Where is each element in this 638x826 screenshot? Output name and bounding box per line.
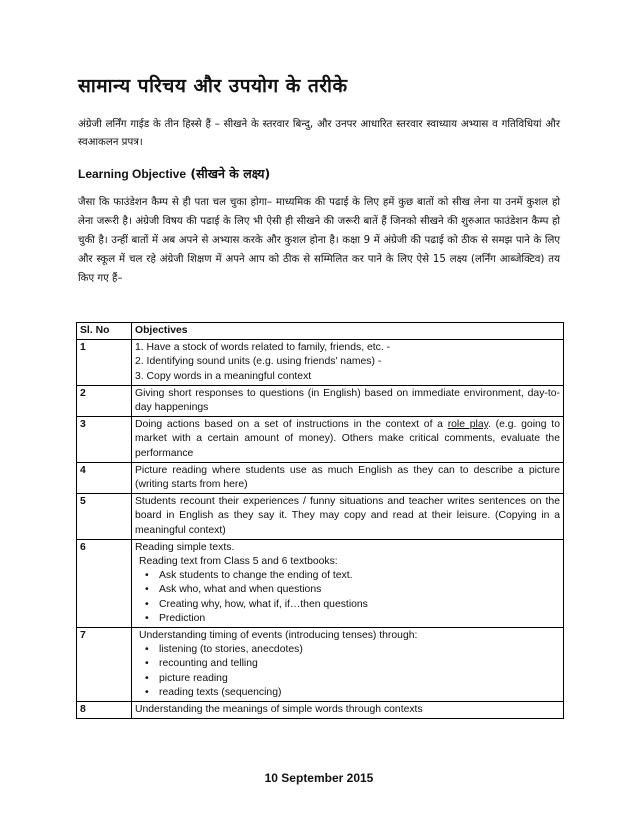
table-header-row: [77, 323, 564, 340]
objective-line: Reading simple texts.: [135, 541, 235, 553]
bullet-item: • Ask students to change the ending of text.: [159, 569, 560, 583]
objective-cell: [132, 385, 564, 416]
row-number: 8: [77, 702, 132, 719]
objective-bullets: [135, 643, 560, 700]
objective-cell: [132, 494, 564, 540]
row-number: 7: [77, 628, 132, 702]
objective-text-after: . (e.g. going to market with a certain amount of money). Others make critical comments, evaluate the performance: [135, 419, 560, 459]
row-number: 3: [77, 417, 132, 463]
page-title: सामान्य परिचय और उपयोग के तरीके: [78, 75, 348, 97]
heading-hindi: (सीखने के लक्ष्य): [190, 166, 271, 181]
objective-line: 3. Copy words in a meaningful context: [135, 370, 312, 382]
objective-bullets: [135, 569, 560, 626]
objective-text: Students recount their experiences / funny situations and teacher writes sentences on the board in English as they say it. They may copy and read at their leisure. (Copying in a meaningful context): [135, 496, 560, 536]
objective-text: Giving short responses to questions (in English) based on immediate environment, day-to-day happenings: [135, 387, 560, 414]
bullet-item: • Prediction: [159, 612, 560, 626]
table-row: [77, 417, 564, 463]
objective-text: [135, 418, 560, 461]
row-number: 4: [77, 462, 132, 493]
row-number: 5: [77, 494, 132, 540]
learning-objective-paragraph: जैसा कि फाउंडेशन कैम्प से ही पता चल चुका होगा– माध्यमिक की पढाई के लिए हमें कुछ बातों को सीख लेना या उनमें कुशल हो लेना जरूरी है। अंग्रेजी विषय की पढाई के लिए भी ऐसी ही सीखने की जरूरी बातें हैं जिनको सीखने की शुरुआत फाउंडेशन कैम्प हो चुकी है। उन्हीं बातों में अब अपने से अभ्यास करके और कुशल होना है। कक्षा 9 में अंग्रेजी की पढाई को ठीक से समझ पाने के लिए और स्कूल में चल रहे अंग्रेजी शिक्षण में अपने आप को ठीक से सम्मिलित कर पाने के लिए ऐसे 15 लक्ष्य (लर्निंग आब्जेक्टिव) तय किए गए हैं–: [78, 197, 560, 284]
bullet-item: • listening (to stories, anecdotes): [159, 643, 560, 657]
row-number: 6: [77, 539, 132, 627]
objective-text-before: Doing actions based on a set of instructions in the context of a: [135, 419, 448, 431]
footer-date: 10 September 2015: [264, 771, 374, 785]
table-row: [77, 385, 564, 416]
bullet-item: • recounting and telling: [159, 657, 560, 671]
row-number: 1: [77, 340, 132, 386]
table-row: [77, 340, 564, 386]
table-row: [77, 494, 564, 540]
bullet-item: • picture reading: [159, 672, 560, 686]
table-row: [77, 539, 564, 627]
objective-line: 1. Have a stock of words related to family, friends, etc. -: [135, 342, 391, 354]
bullet-item: • Creating why, how, what if, if…then questions: [159, 598, 560, 612]
objective-text: Understanding the meanings of simple words through contexts: [135, 704, 423, 716]
objective-cell: [132, 539, 564, 627]
table-row: [77, 628, 564, 702]
objectives-table: [76, 322, 564, 719]
header-sl-no: Sl. No: [77, 323, 132, 340]
table-row: [77, 702, 564, 719]
header-objectives: Objectives: [132, 323, 564, 340]
role-play-term: role play: [447, 419, 489, 431]
objective-cell: [132, 340, 564, 386]
objective-line: 2. Identifying sound units (e.g. using friends' names) -: [135, 356, 382, 368]
objective-cell: [132, 628, 564, 702]
heading-english: Learning Objective: [78, 167, 187, 181]
bullet-item: • Ask who, what and when questions: [159, 583, 560, 597]
table-row: [77, 462, 564, 493]
bullet-item: • reading texts (sequencing): [159, 686, 560, 700]
objective-line: Understanding timing of events (introducing tenses) through:: [139, 630, 418, 642]
objective-cell: [132, 462, 564, 493]
row-number: 2: [77, 385, 132, 416]
objective-line: Reading text from Class 5 and 6 textbooks:: [139, 556, 338, 568]
objective-text: Picture reading where students use as much English as they can to describe a picture (writing starts from here): [135, 464, 560, 491]
intro-paragraph: अंग्रेजी लर्निंग गाईड के तीन हिस्से हैं – सीखने के स्तरवार बिन्दु, और उनपर आधारित स्तरवार स्वाध्याय अभ्यास व गतिविधियां और स्वआकलन प्रपत्र।: [78, 119, 560, 148]
objective-cell: [132, 702, 564, 719]
learning-objective-heading: [78, 165, 270, 182]
objective-cell: [132, 417, 564, 463]
